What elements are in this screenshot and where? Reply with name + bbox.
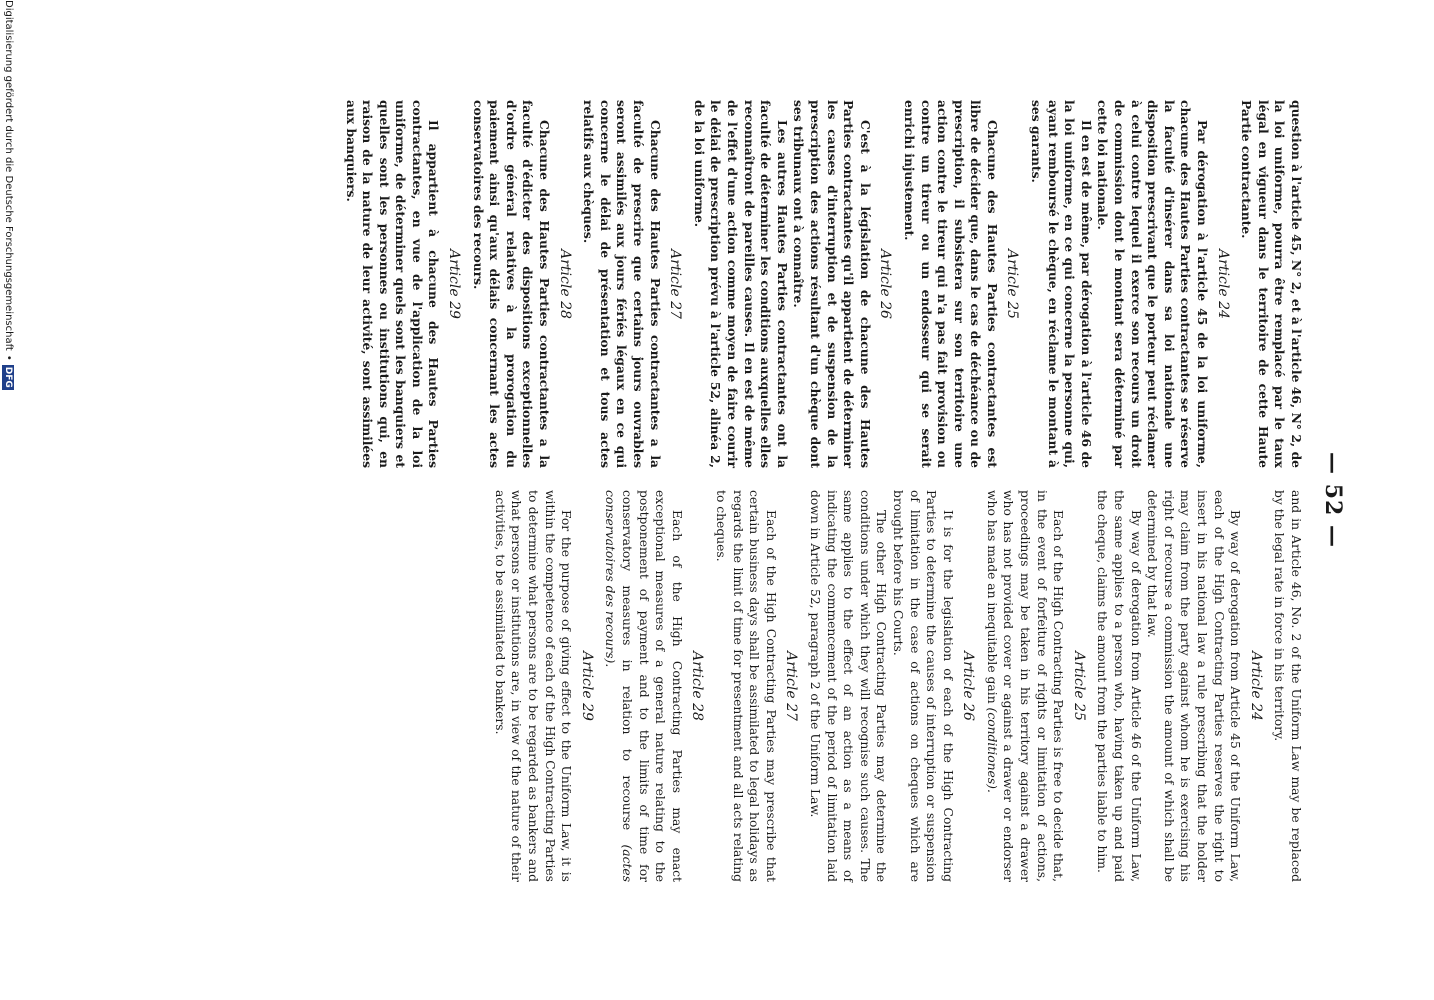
english-article-28-para-1 xyxy=(602,490,685,882)
digitization-credit xyxy=(0,0,16,1000)
english-article-26-heading: Article 26 xyxy=(960,651,977,721)
english-article-25-italic: (conditiones). xyxy=(984,707,999,793)
french-column xyxy=(342,100,1304,468)
french-article-24-para-1: Par dérogation à l'article 45 de la loi uniforme, chacune des Hautes Parties contractantes se réserve la faculté d'insérer dans sa loi nationale une disposition prescrivant que le porteur peut réclamer à celui contre lequel il exerce son recours un droit de commission dont le montant sera déterminé par cette loi nationale. xyxy=(1095,100,1211,468)
french-article-28-para-1: Chacune des Hautes Parties contractantes a la faculté d'édicter des dispositions exceptionnelles d'ordre général relatives à la prorogation du paiement ainsi qu'aux délais concernant les actes conservatoires des recours. xyxy=(470,100,553,468)
french-article-24-heading: Article 24 xyxy=(1214,249,1231,319)
english-article-28-text: Each of the High Contracting Parties may enact exceptional measures of a general nature relating to the postponement of payment and to the limits of time for conservatory measures in relation to recourse xyxy=(620,490,684,882)
english-article-27-heading: Article 27 xyxy=(783,651,800,721)
english-article-26-para-1: It is for the legislation of each of the High Contracting Parties to determine the causes of interruption or suspension of limitation in the case of actions on cheques which are brought before his Courts. xyxy=(890,490,955,882)
english-article-29-heading: Article 29 xyxy=(578,651,595,721)
english-article-24-para-1: By way of derogation from Article 45 of the Uniform Law, each of the High Contracting Parties reserves the right to insert in his national law a rule prescribing that the holder may claim from the party against whom he is exercising his right of recourse a commission the amount of which shall be determined by that law. xyxy=(1145,490,1243,882)
french-article-25-heading: Article 25 xyxy=(1004,249,1021,319)
french-article-26-para-1: C'est à la législation de chacune des Hautes Parties contractantes qu'il appartient de déterminer les causes d'interruption et de suspension de la prescription des actions résultant d'un chèque dont ses tribunaux ont à connaître. xyxy=(791,100,873,468)
english-article-26-para-2: The other High Contracting Parties may determine the conditions under which they will recognise such causes. The same applies to the effect of an action as a means of indicating the commencement of the period of limitation laid down in Article 52, paragraph 2 of the Uniform Law. xyxy=(807,490,889,882)
french-article-24-para-2: Il en est de même, par dérogation à l'article 46 de la loi uniforme, en ce qui concerne la personne qui, ayant remboursé le chèque, en réclame le montant à ses garants. xyxy=(1029,100,1094,468)
english-article-28-heading: Article 28 xyxy=(689,651,706,721)
french-article-29-heading: Article 29 xyxy=(446,249,463,319)
english-article-28-italic: (actes conservatoires des recours). xyxy=(603,490,635,882)
french-article-26-heading: Article 26 xyxy=(877,249,894,319)
english-article-29-para-1: For the purpose of giving effect to the Uniform Law, it is within the competence of each of the High Contracting Parties to determine what persons are to be regarded as bankers and what persons or institutions are, in view of the nature of their activities, to be assimilated to bankers. xyxy=(492,490,574,882)
credit-separator: • xyxy=(3,354,14,361)
page-number: — 52 — xyxy=(1320,452,1346,548)
english-article-25-para-1 xyxy=(983,490,1066,882)
french-article-28-heading: Article 28 xyxy=(556,249,573,319)
credit-text: Digitalisierung gefördert durch die Deutsche Forschungsgemeinschaft xyxy=(3,0,14,351)
french-article-27-heading: Article 27 xyxy=(667,249,684,319)
english-article-24-heading: Article 24 xyxy=(1247,651,1264,721)
french-article-25-para-1: Chacune des Hautes Parties contractantes est libre de décider que, dans le cas de déchéance ou de prescription, il subsistera sur son territoire une action contre le tireur qui n'a pas fait provision ou contre un tireur ou un endosseur qui se serait enrichi injustement. xyxy=(901,100,1000,468)
english-article-25-heading: Article 25 xyxy=(1070,651,1087,721)
english-column xyxy=(491,490,1304,882)
french-article-27-para-1: Chacune des Hautes Parties contractantes a la faculté de prescrire que certains jours ouvrables seront assimilés aux jours fériés légaux en ce qui concerne le délai de présentation et tous actes relatifs aux chèques. xyxy=(581,100,663,468)
french-article-26-para-2: Les autres Hautes Parties contractantes ont la faculté de déterminer les conditions auxquelles elles reconnaîtront de pareilles causes. Il en est de même de l'effet d'une action comme moyen de faire courir le délai de prescription prévu à l'article 52, alinéa 2, de la loi uniforme. xyxy=(691,100,790,468)
english-article-27-para-1: Each of the High Contracting Parties may prescribe that certain business days shall be assimilated to legal holidays as regards the limit of time for presentment and all acts relating to cheques. xyxy=(714,490,778,882)
english-article-25-text: Each of the High Contracting Parties is free to decide that, in the event of forfeiture of rights or limitation of actions, proceedings may be taken in his territory against a drawer who has not provided cover or against a drawer or endorser who has made an inequitable gain xyxy=(984,490,1066,882)
french-intro: question à l'article 45, N° 2, et à l'article 46, N° 2, de la loi uniforme, pourra être remplacé par le taux légal en vigueur dans le territoire de cette Haute Partie contractante. xyxy=(1239,100,1304,468)
french-article-29-para-1: Il appartient à chacune des Hautes Parties contractantes, en vue de l'application de la loi uniforme, de déterminer quels sont les banquiers et quelles sont les personnes ou institutions qui, en raison de la nature de leur activité, sont assimilées aux banquiers. xyxy=(343,100,442,468)
dfg-logo-icon: DFG xyxy=(3,366,13,388)
english-article-24-para-2: By way of derogation from Article 46 of the Uniform Law, the same applies to a person who, having taken up and paid the cheque, claims the amount from the parties liable to him. xyxy=(1095,490,1143,882)
english-intro: and in Article 46, No. 2 of the Uniform Law may be replaced by the legal rate in force in his territory. xyxy=(1272,490,1303,882)
